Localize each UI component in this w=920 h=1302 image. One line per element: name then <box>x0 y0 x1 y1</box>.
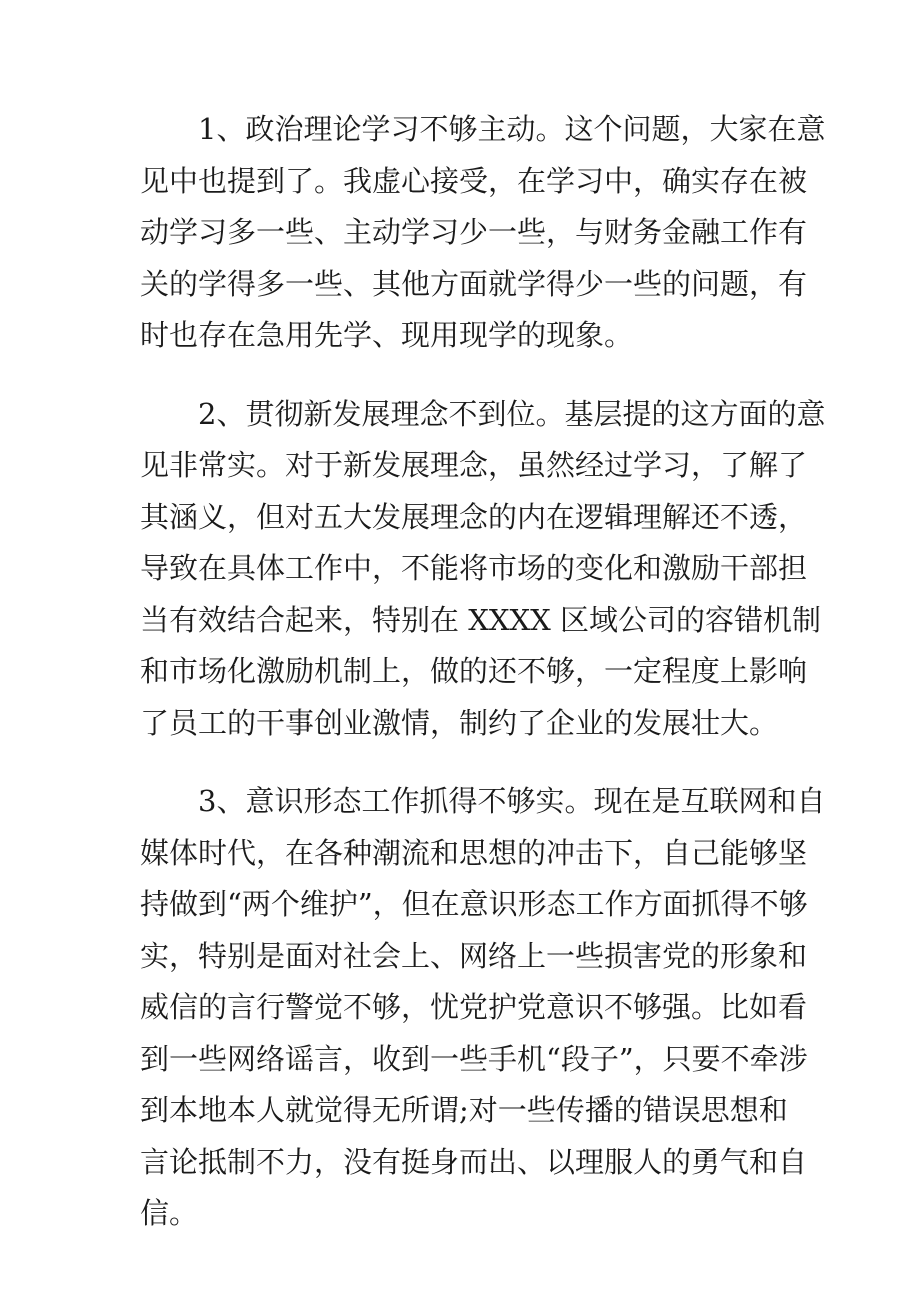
text-line: 和市场化激励机制上，做的还不够，一定程度上影响 <box>140 654 808 688</box>
text-line: 2、贯彻新发展理念不到位。基层提的这方面的意 <box>198 396 826 431</box>
text-line: 言论抵制不力，没有挺身而出、以理服人的勇气和自 <box>140 1144 808 1179</box>
text-line: 威信的言行警觉不够，忧党护党意识不够强。比如看 <box>140 990 808 1024</box>
paragraph-3 <box>140 776 826 1240</box>
paragraph-1 <box>140 104 826 362</box>
text-line: 媒体时代，在各种潮流和思想的冲击下，自己能够坚 <box>140 835 808 870</box>
text-line: 当有效结合起来，特别在 XXXX 区域公司的容错机制 <box>140 602 822 637</box>
text-line: 时也存在急用先学、现用现学的现象。 <box>140 318 634 352</box>
text-line: 见中也提到了。我虚心接受，在学习中，确实存在被 <box>140 163 808 198</box>
text-line: 到本地本人就觉得无所谓;对一些传播的错误思想和 <box>140 1093 788 1127</box>
text-line: 见非常实。对于新发展理念，虽然经过学习，了解了 <box>140 448 808 482</box>
text-line: 动学习多一些、主动学习少一些，与财务金融工作有 <box>140 215 808 249</box>
document-body <box>140 104 826 1267</box>
text-line: 到一些网络谣言，收到一些手机“段子”，只要不牵涉 <box>140 1041 808 1076</box>
text-line: 持做到“两个维护”，但在意识形态工作方面抓得不够 <box>140 887 808 921</box>
text-line: 3、意识形态工作抓得不够实。现在是互联网和自 <box>198 784 826 818</box>
paragraph-2 <box>140 389 826 750</box>
text-line: 实，特别是面对社会上、网络上一些损害党的形象和 <box>140 938 808 973</box>
text-line: 其涵义，但对五大发展理念的内在逻辑理解还不透， <box>140 499 808 534</box>
text-line: 关的学得多一些、其他方面就学得少一些的问题，有 <box>140 266 808 301</box>
text-line: 1、政治理论学习不够主动。这个问题，大家在意 <box>198 112 826 146</box>
text-line: 导致在具体工作中，不能将市场的变化和激励干部担 <box>140 551 808 585</box>
text-line: 信。 <box>140 1196 199 1230</box>
text-line: 了员工的干事创业激情，制约了企业的发展壮大。 <box>140 705 779 740</box>
